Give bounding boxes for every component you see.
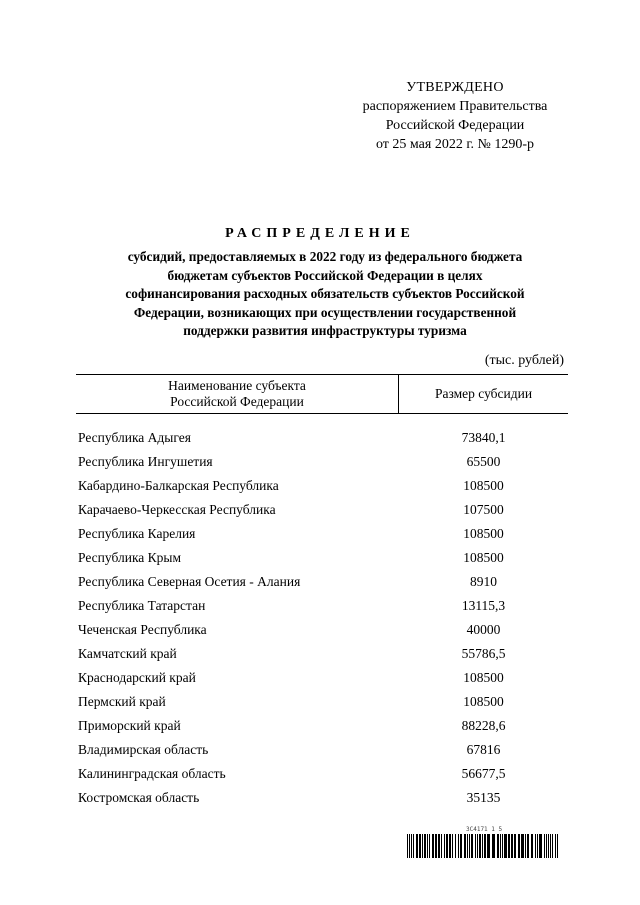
region-name: Краснодарский край	[78, 670, 196, 685]
region-name: Костромская область	[78, 790, 200, 805]
table-row	[76, 548, 568, 572]
subsidy-amount: 67816	[466, 742, 501, 757]
subsidy-amount: 40000	[466, 622, 501, 637]
approval-line-government: Российской Федерации	[385, 118, 525, 133]
subtitle-line: субсидий, предоставляемых в 2022 году из федерального бюджета	[127, 249, 523, 264]
subsidy-amount: 108500	[463, 694, 504, 709]
table-row	[76, 524, 568, 548]
subsidy-amount: 65500	[466, 454, 501, 469]
table-row	[76, 692, 568, 716]
approval-line-decree: распоряжением Правительства	[362, 99, 548, 114]
column-header-amount: Размер субсидии	[434, 386, 533, 401]
subtitle-line: бюджетам субъектов Российской Федерации в целях	[167, 267, 483, 283]
approval-line-date: от 25 мая 2022 г. № 1290-р	[375, 137, 535, 152]
barcode-icon	[407, 834, 559, 858]
subsidy-amount: 73840,1	[461, 430, 506, 445]
region-name: Республика Татарстан	[78, 598, 206, 613]
region-name: Пермский край	[78, 694, 166, 709]
subtitle-line: поддержки развития инфраструктуры туризма	[183, 323, 467, 338]
subsidy-amount: 13115,3	[461, 598, 506, 613]
table-row	[76, 596, 568, 620]
region-name: Кабардино-Балкарская Республика	[78, 478, 279, 493]
region-name: Владимирская область	[78, 742, 209, 757]
region-name: Карачаево-Черкесская Республика	[78, 502, 276, 517]
subsidy-amount: 107500	[463, 502, 504, 517]
table-row	[76, 644, 568, 668]
barcode-number: 3С4171 1 5	[466, 826, 503, 833]
region-name: Приморский край	[78, 718, 181, 733]
column-header-name-line2: Российской Федерации	[170, 394, 304, 409]
region-name: Республика Ингушетия	[78, 454, 213, 469]
table-row	[76, 500, 568, 524]
table-row	[76, 716, 568, 740]
subsidy-amount: 8910	[470, 574, 497, 589]
table-row	[76, 428, 568, 452]
subtitle-line: Федерации, возникающих при осуществлении государственной	[133, 304, 517, 320]
subtitle-line: софинансирования расходных обязательств субъектов Российской	[125, 286, 525, 301]
table-row	[76, 452, 568, 476]
unit-label: (тыс. рублей)	[484, 353, 564, 368]
table-row	[76, 668, 568, 692]
column-header-name	[76, 378, 398, 410]
subsidy-amount: 55786,5	[461, 646, 506, 661]
subsidy-amount: 56677,5	[461, 766, 506, 781]
subsidy-amount: 35135	[466, 790, 501, 805]
region-name: Камчатский край	[78, 646, 177, 661]
table-header	[76, 374, 568, 414]
table-row	[76, 740, 568, 764]
subsidy-amount: 108500	[463, 550, 504, 565]
table-row	[76, 788, 568, 812]
document-title: РАСПРЕДЕЛЕНИЕ	[225, 226, 415, 241]
region-name: Калининградская область	[78, 766, 226, 781]
document-subtitle	[95, 248, 555, 341]
region-name: Республика Крым	[78, 550, 182, 565]
region-name: Республика Адыгея	[78, 430, 191, 445]
region-name: Республика Карелия	[78, 526, 196, 541]
approval-heading: УТВЕРЖДЕНО	[406, 80, 504, 95]
table-body	[76, 428, 568, 812]
subsidy-amount: 108500	[463, 526, 504, 541]
subsidy-amount: 88228,6	[461, 718, 506, 733]
table-row	[76, 764, 568, 788]
column-header-name-line1: Наименование субъекта	[168, 378, 306, 393]
table-row	[76, 476, 568, 500]
subsidy-amount: 108500	[463, 478, 504, 493]
table-row	[76, 572, 568, 596]
region-name: Республика Северная Осетия - Алания	[78, 574, 301, 589]
region-name: Чеченская Республика	[78, 622, 207, 637]
approval-block	[340, 78, 570, 154]
table-row	[76, 620, 568, 644]
subsidy-amount: 108500	[463, 670, 504, 685]
